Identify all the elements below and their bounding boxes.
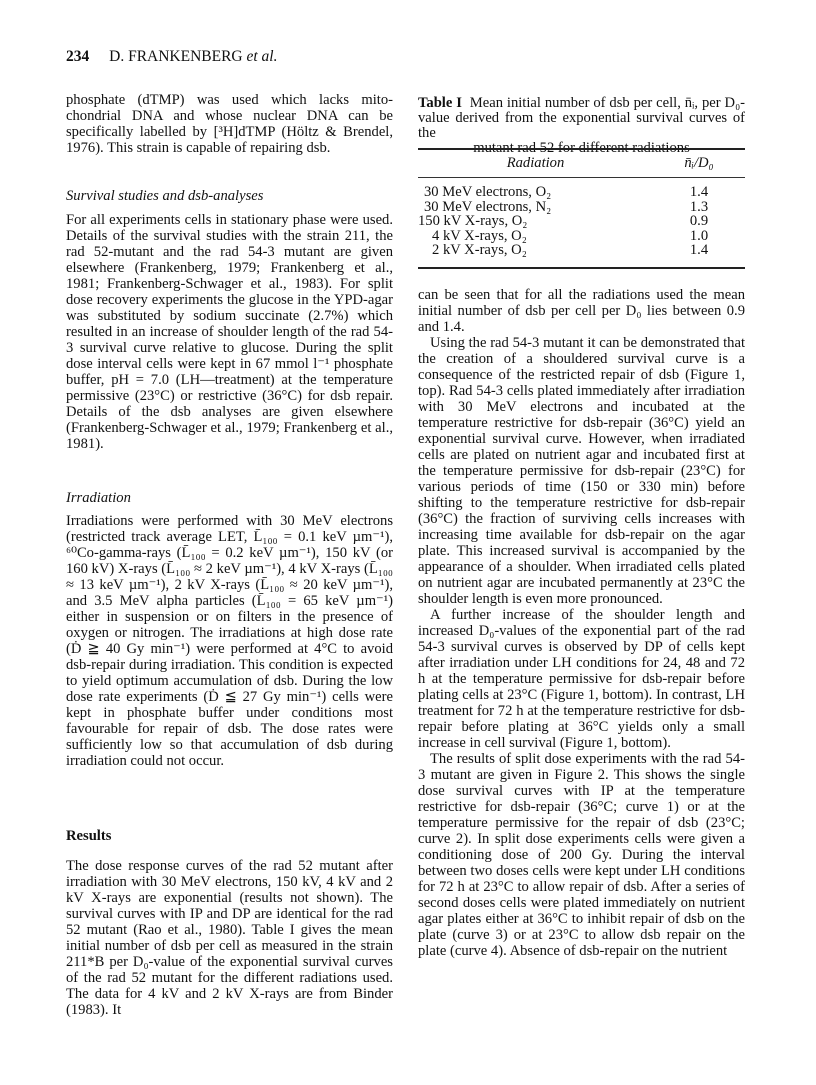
cell-radiation: 150 kV X-rays, O₂ xyxy=(418,213,528,229)
left-paragraph-3 xyxy=(66,513,393,769)
table-caption-text: Mean initial number of dsb per cell, n̄ᵢ, per D₀-value derived from the exponential survival curves of the xyxy=(418,95,746,141)
cell-value: 1.4 xyxy=(689,184,709,200)
paragraph: phosphate (dTMP) was used which lacks mito-chondrial DNA and whose nuclear DNA can be specifically labelled by [³H]dTMP (Höltz & Brendel, 1976). This strain is capable of repairing dsb. xyxy=(66,92,393,156)
table-1 xyxy=(418,148,745,269)
paragraph: A further increase of the shoulder length and increased D₀-values of the exponential part of the rad 54-3 survival curves is observed by DP of cells kept after irradiation under LH conditions for 24, 48 and 72 h at the temperature permissive for dsb-repair before plating cells at 23°C (Figure 1, bottom). In contrast, LH treatment for 72 h at the temperature restrictive for dsb-repair before plating at 36°C yields only a small increase in cell survival (Figure 1, bottom). xyxy=(418,607,745,751)
running-title: D. FRANKENBERG xyxy=(109,48,243,65)
table-header-row xyxy=(418,150,745,177)
table-caption xyxy=(418,96,745,156)
table-row xyxy=(418,214,745,229)
paragraph: The dose response curves of the rad 52 mutant after irradiation with 30 MeV electrons, 150 kV, 4 kV and 2 kV X-rays are exponential (results not shown). The survival curves with IP and DP are identical for the rad 52 mutant (Rao et al., 1980). Table I gives the mean initial number of dsb per cell as measured in the strain 211*B per D₀-value of the exponential survival curves of the rad 52 mutant for the different radiations used. The data for 4 kV and 2 kV X-rays are from Binder (1983). It xyxy=(66,858,393,1018)
table-caption-last-line: mutant rad 52 for different radiations xyxy=(473,140,690,156)
cell-radiation: 2 kV X-rays, O₂ xyxy=(432,242,527,258)
cell-radiation: 30 MeV electrons, O₂ xyxy=(424,184,552,200)
table-row xyxy=(418,200,745,215)
cell-value: 0.9 xyxy=(689,213,709,229)
paragraph: can be seen that for all the radiations used the mean initial number of dsb per cell per D₀ lies between 0.9 and 1.4. xyxy=(418,287,745,335)
left-paragraph-2 xyxy=(66,212,393,452)
running-header xyxy=(66,48,277,66)
right-column-text xyxy=(418,287,745,959)
left-paragraph-4 xyxy=(66,858,393,1018)
cell-value: 1.3 xyxy=(689,198,709,215)
section-heading-results: Results xyxy=(66,828,112,844)
table-row xyxy=(418,185,745,200)
table-bottom-rule xyxy=(418,267,745,269)
table-row xyxy=(418,229,745,244)
column-header-ni-d0: n̄ᵢ/D₀ xyxy=(684,155,714,171)
page-number: 234 xyxy=(66,48,90,65)
section-heading-irradiation: Irradiation xyxy=(66,490,131,506)
paragraph: The results of split dose experiments with the rad 54-3 mutant are given in Figure 2. This shows the single dose survival curves with IP at the temperature restrictive for dsb-repair (36°C; curve 1) or at the temperature permissive for the repair of dsb (23°C; curve 2). In split dose experiments cells were given a conditioning dose of 200 Gy. During the interval between two doses cells were kept under LH conditions for 72 h at 23°C to allow repair of dsb. After a series of second doses cells were plated immediately on nutrient agar plates either at 36°C to inhibit repair of dsb on the plate (curve 3) or at 23°C to allow dsb repair on the plate (curve 4). Absence of dsb-repair on the nutrient xyxy=(418,751,745,959)
paragraph: Irradiations were performed with 30 MeV electrons (restricted track average LET, L̄₁₀₀ = 0.1 keV µm⁻¹), ⁶⁰Co-gamma-rays (L̄₁₀₀ = 0.2 keV µm⁻¹), 150 kV (or 160 kV) X-rays (L̄₁₀₀ ≈ 2 keV µm⁻¹), 4 kV X-rays (L̄₁₀₀ ≈ 13 keV µm⁻¹), 2 kV X-rays (L̄₁₀₀ ≈ 20 keV µm⁻¹), and 3.5 MeV alpha particles (L̄₁₀₀ = 65 keV µm⁻¹) either in suspension or on filters in the presence of oxygen or nitrogen. The irradiations at high dose rate (Ḋ ≧ 40 Gy min⁻¹) were performed at 4°C to avoid dsb-repair during irradiation. This condition is expected to yield optimum accumulation of dsb. During the low dose rate experiments (Ḋ ≦ 27 Gy min⁻¹) cells were kept in phosphate buffer under conditions most favourable for repair of dsb. The dose rates were sufficiently low so that accumulation of dsb during irradiation could not occur. xyxy=(66,513,393,769)
table-label: Table I xyxy=(418,95,462,111)
left-paragraph-1 xyxy=(66,92,393,156)
paragraph: For all experiments cells in stationary phase were used. Details of the survival studies with the strain 211, the rad 52-mutant and the rad 54-3 mutant are given elsewhere (Frankenberg, 1979; Frankenberg et al., 1981; Frankenberg-Schwager et al., 1983). For split dose recovery experiments the glucose in the YPD-agar was substituted by sodium succinate (2.7%) which resulted in an increase of shoulder length of the rad 54-3 survival curve relative to glucose. During the split dose interval cells were kept in 67 mmol l⁻¹ phosphate buffer, pH = 7.0 (LH—treatment) at the temperature permissive (23°C) or restrictive (36°C) for dsb repair. Details of the dsb analyses are given elsewhere (Frankenberg-Schwager et al., 1979; Frankenberg et al., 1981). xyxy=(66,212,393,452)
cell-value: 1.0 xyxy=(689,227,709,244)
cell-radiation: 4 kV X-rays, O₂ xyxy=(432,227,527,244)
section-heading-survival: Survival studies and dsb-analyses xyxy=(66,188,264,204)
cell-value: 1.4 xyxy=(689,242,709,258)
table-row xyxy=(418,243,745,258)
running-title-suffix: et al. xyxy=(246,48,278,65)
cell-radiation: 30 MeV electrons, N₂ xyxy=(424,198,552,215)
paragraph: Using the rad 54-3 mutant it can be demonstrated that the creation of a shouldered survival curve is a consequence of the restricted repair of dsb (Figure 1, top). Rad 54-3 cells plated immediately after irradiation with 30 MeV electrons and incubated at the temperature restrictive for dsb-repair (36°C) yield an exponential survival curve. However, when irradiated cells are plated on nutrient agar and incubated first at the temperature permissive for dsb-repair (23°C) for various periods of time (150 or 330 min) before shifting to the temperature restrictive for dsb-repair (36°C) the fraction of surviving cells increases with increasing time available for dsb-repair on the agar plate. This increased survival is accompanied by the appearance of a shoulder. When irradiated cells plated on nutrient agar are incubated permanently at 23°C the shoulder length is even more pronounced. xyxy=(418,335,745,607)
table-body xyxy=(418,178,745,267)
column-header-radiation: Radiation xyxy=(506,155,565,171)
